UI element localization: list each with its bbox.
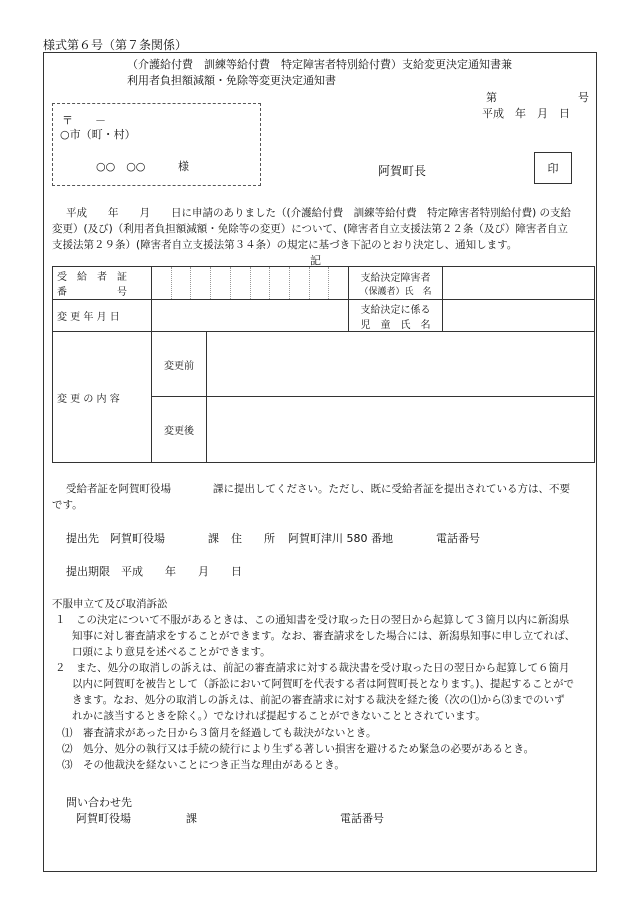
after-value xyxy=(207,397,595,463)
submit-to-address-label: 住 所 xyxy=(231,532,275,545)
title-line-1: （介護給付費 訓練等給付費 特定障害者特別給付費）支給変更決定通知書兼 xyxy=(127,58,512,71)
intro-line-1: 平成 年 月 日に申請のありました（(介護給付費 訓練等給付費 特定障害者特別給付費) の支給 xyxy=(66,207,572,219)
submission-deadline: 提出期限 平成 年 月 日 xyxy=(66,565,242,578)
appeal-line-2: 知事に対し審査請求をすることができます。なお、審査請求をした場合には、新潟県知事に申し立てれば、 xyxy=(72,630,576,642)
ki-heading: 記 xyxy=(310,254,321,267)
inquiry-heading: 問い合わせ先 xyxy=(66,796,132,809)
appeal-line-4: ２ また、処分の取消しの訴えは、前記の審査請求に対する裁決書を受け取った日の翌日から起算して６箇月 xyxy=(55,662,570,674)
decision-person-label-bottom: （保護者）氏 名 xyxy=(359,287,432,297)
appeal-line-6: きます。なお、処分の取消しの訴えは、前記の審査請求に対する裁決を経た後（次の⑴から⑶までのいず xyxy=(72,694,565,706)
submit-to-office: 提出先 阿賀町役場 xyxy=(66,532,165,545)
appeal-line-7: れかに該当するときを除く。）でなければ提起することができないこととされています。 xyxy=(72,710,486,722)
recipient-cert-label-top: 受 給 者 証 xyxy=(57,272,127,283)
inquiry-section: 課 xyxy=(186,812,197,825)
table-row xyxy=(53,300,595,332)
appeal-line-1: １ この決定について不服があるときは、この通知書を受け取った日の翌日から起算して３箇月以内に新潟県 xyxy=(55,614,570,626)
decision-person-label xyxy=(349,267,443,300)
form-label: 様式第６号（第７条関係） xyxy=(43,38,188,52)
change-content-label: 変 更 の 内 容 xyxy=(53,332,152,463)
child-name-label xyxy=(349,300,443,332)
submit-line-1: 受給者証を阿賀町役場 課に提出してください。ただし、既に受給者証を提出されている方は、不要 xyxy=(66,483,570,495)
before-value xyxy=(207,332,595,397)
after-label: 変更後 xyxy=(152,397,207,463)
child-name-value xyxy=(443,300,595,332)
change-date-label: 変 更 年 月 日 xyxy=(53,300,152,332)
child-name-label-bottom: 児 童 氏 名 xyxy=(360,319,431,331)
appeal-line-5: 以内に阿賀町を被告として（訴訟において阿賀町を代表する者は阿賀町長となります。)、提起することがで xyxy=(72,678,575,690)
appeal-item-2: ⑵ 処分、処分の執行又は手続の続行により生ずる著しい損害を避けるため緊急の必要があるとき。 xyxy=(62,743,535,755)
issuer-name: 阿賀町長 xyxy=(378,164,427,178)
recipient-honorific: 様 xyxy=(178,160,189,173)
issue-date: 平成 年 月 日 xyxy=(482,107,570,120)
detail-table xyxy=(52,266,595,463)
appeal-line-3: 口頭により意見を述べることができます。 xyxy=(72,646,271,658)
seal-mark: 印 xyxy=(547,162,559,175)
child-name-label-top: 支給決定に係る xyxy=(360,304,431,316)
intro-line-3: 支援法第２９条）(障害者自立支援法第３４条）の規定に基づき下記のとおり決定し、通知します。 xyxy=(52,239,518,251)
before-label: 変更前 xyxy=(152,332,207,397)
recipient-cert-label xyxy=(53,267,152,300)
appeal-heading: 不服申立て及び取消訴訟 xyxy=(52,598,168,610)
change-date-value xyxy=(152,300,349,332)
city-name: ○市（町・村） xyxy=(60,128,136,141)
submit-line-2: です。 xyxy=(52,499,83,511)
doc-number-dai: 第 xyxy=(486,91,497,104)
inquiry-phone-label: 電話番号 xyxy=(340,812,384,825)
submit-to-address: 阿賀町津川 580 番地 xyxy=(288,532,393,545)
postal-code: 〒 － xyxy=(62,114,106,127)
submit-to-section: 課 xyxy=(208,532,219,545)
doc-number-go: 号 xyxy=(578,91,589,104)
recipient-name: ○○ ○○ xyxy=(96,160,146,173)
submit-to-phone-label: 電話番号 xyxy=(436,532,480,545)
appeal-item-3: ⑶ その他裁決を経ないことにつき正当な理由があるとき。 xyxy=(62,759,345,771)
appeal-item-1: ⑴ 審査請求があった日から３箇月を経過しても裁決がないとき。 xyxy=(62,727,377,739)
recipient-cert-number-cells xyxy=(152,267,349,300)
table-row xyxy=(53,332,595,397)
recipient-cert-label-bottom: 番 号 xyxy=(57,287,127,298)
title-line-2: 利用者負担額減額・免除等変更決定通知書 xyxy=(127,74,336,87)
inquiry-office: 阿賀町役場 xyxy=(76,812,131,825)
decision-person-label-top: 支給決定障害者 xyxy=(360,273,431,284)
intro-line-2: 変更）(及び)（利用者負担額減額・免除等の変更）について、(障害者自立支援法第２２条（及び）障害者自立 xyxy=(52,223,568,235)
table-row xyxy=(53,267,595,300)
decision-person-value xyxy=(443,267,595,300)
seal-box xyxy=(534,152,572,184)
